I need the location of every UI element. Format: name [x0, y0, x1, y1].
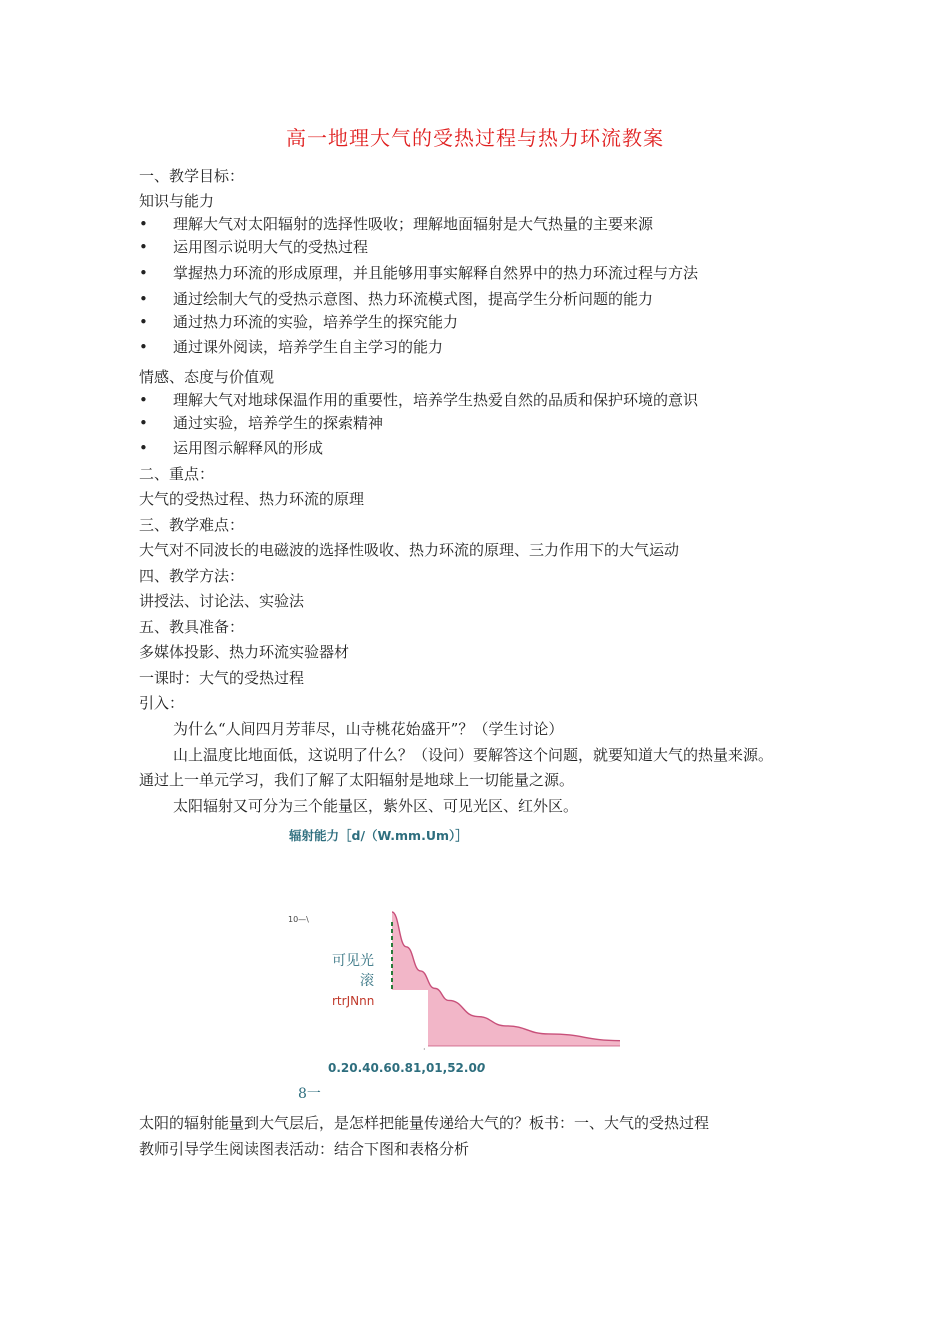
radiation-chart: [280, 822, 640, 1102]
bullet-icon: •: [139, 238, 148, 256]
area-layer: [392, 912, 620, 1046]
bullet-icon: •: [139, 313, 148, 331]
intro-heading: 引入：: [139, 694, 185, 712]
y-axis-label: 辐射能力［d/（W.mm.Um）］: [289, 828, 468, 843]
list-item: [139, 263, 698, 283]
list-item: [139, 214, 653, 234]
bullet-icon: •: [139, 215, 148, 233]
method-heading: 四、教学方法：: [139, 567, 245, 585]
lesson-title: 一课时：大气的受热过程: [139, 669, 305, 687]
paragraph: 太阳的辐射能量到大气层后，是怎样把能量传递给大气的？板书：一、大气的受热过程: [139, 1114, 710, 1132]
x-tick-labels: [328, 1061, 485, 1075]
radiation-chart-svg: [280, 822, 640, 1102]
bullet-icon: •: [139, 391, 148, 409]
visible-light-label-2: 滚: [360, 973, 374, 989]
intro-paragraph: 山上温度比地面低，这说明了什么？（设问）要解答这个问题，就要知道大气的热量来源。: [173, 746, 774, 764]
list-item: [139, 289, 653, 309]
page-title: 高一地理大气的受热过程与热力环流教案: [286, 126, 664, 150]
bullet-icon: •: [139, 264, 148, 282]
infrared-label: rtrJNnn: [332, 994, 375, 1008]
emotion-heading: 情感、态度与价值观: [139, 368, 275, 386]
list-item: [139, 337, 443, 357]
method-text: 讲授法、讨论法、实验法: [139, 592, 305, 610]
x-tick-labels-text: 0.20.40.60.81,01,52.0: [328, 1061, 477, 1075]
tools-heading: 五、教具准备：: [139, 618, 245, 636]
intro-paragraph-cont: 通过上一单元学习，我们了解了太阳辐射是地球上一切能量之源。: [139, 771, 575, 789]
list-item-text: 运用图示解释风的形成: [173, 439, 324, 457]
key-text: 大气的受热过程、热力环流的原理: [139, 490, 365, 508]
list-item: [139, 237, 368, 257]
knowledge-heading: 知识与能力: [139, 192, 215, 210]
list-item: [139, 413, 383, 433]
radiation-curve: [392, 912, 620, 1041]
difficulty-text: 大气对不同波长的电磁波的选择性吸收、热力环流的原理、三力作用下的大气运动: [139, 541, 680, 559]
list-item-text: 掌握热力环流的形成原理，并且能够用事实解释自然界中的热力环流过程与方法: [173, 264, 699, 282]
bullet-icon: •: [139, 290, 148, 308]
bullet-icon: •: [139, 439, 148, 457]
list-item: [139, 438, 323, 458]
key-heading: 二、重点：: [139, 465, 215, 483]
bullet-icon: •: [139, 338, 148, 356]
x-tick-labels-italic: 0: [476, 1061, 486, 1075]
visible-light-label: 可见光: [332, 953, 374, 969]
list-item-text: 运用图示说明大气的受热过程: [173, 238, 369, 256]
y-tick-label: 10—\: [288, 915, 309, 924]
list-item: [139, 390, 698, 410]
list-item-text: 理解大气对太阳辐射的选择性吸收；理解地面辐射是大气热量的主要来源: [173, 215, 654, 233]
goals-heading: 一、教学目标：: [139, 167, 245, 185]
difficulty-heading: 三、教学难点：: [139, 516, 245, 534]
paragraph: 教师引导学生阅读图表活动：结合下图和表格分析: [139, 1140, 470, 1158]
list-item-text: 通过绘制大气的受热示意图、热力环流模式图，提高学生分析问题的能力: [173, 290, 654, 308]
list-item-text: 通过实验，培养学生的探索精神: [173, 414, 384, 432]
list-item: [139, 312, 458, 332]
list-item-text: 通过热力环流的实验，培养学生的探究能力: [173, 313, 459, 331]
bullet-icon: •: [139, 414, 148, 432]
intro-paragraph: 为什么“人间四月芳菲尽，山寺桃花始盛开”？（学生讨论）: [173, 720, 564, 738]
below-axis-label: 8一: [298, 1086, 321, 1102]
tools-text: 多媒体投影、热力环流实验器材: [139, 643, 350, 661]
list-item-text: 理解大气对地球保温作用的重要性，培养学生热爱自然的品质和保护环境的意识: [173, 391, 699, 409]
list-item-text: 通过课外阅读，培养学生自主学习的能力: [173, 338, 444, 356]
intro-paragraph: 太阳辐射又可分为三个能量区，紫外区、可见光区、红外区。: [173, 797, 579, 815]
origin-dot: ·: [423, 1045, 426, 1054]
